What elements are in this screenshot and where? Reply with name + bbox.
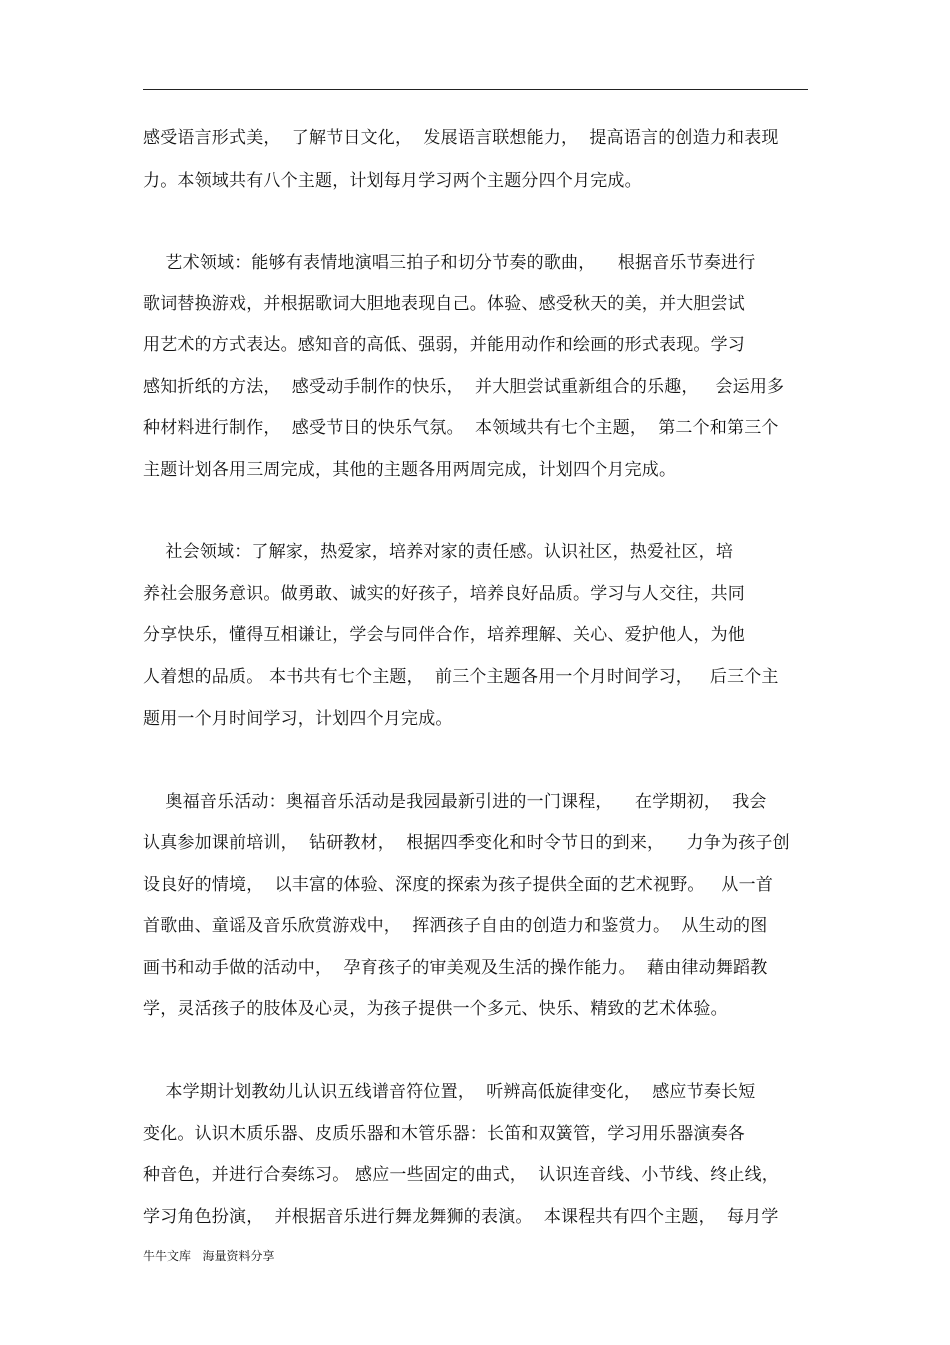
text-line: 本学期计划教幼儿认识五线谱音符位置， 听辨高低旋律变化， 感应节奏长短 bbox=[143, 1082, 756, 1102]
text-line: 认真参加课前培训， 钻研教材， 根据四季变化和时令节日的到来， 力争为孩子创 bbox=[143, 833, 790, 853]
text-line: 种材料进行制作， 感受节日的快乐气氛。 本领域共有七个主题， 第二个和第三个 bbox=[143, 418, 779, 438]
text-line: 分享快乐，懂得互相谦让，学会与同伴合作，培养理解、关心、爱护他人，为他 bbox=[143, 625, 745, 645]
text-line: 画书和动手做的活动中， 孕育孩子的审美观及生活的操作能力。 藉由律动舞蹈教 bbox=[143, 958, 768, 978]
text-line: 人着想的品质。 本书共有七个主题， 前三个主题各用一个月时间学习， 后三个主 bbox=[143, 667, 779, 687]
text-line: 主题计划各用三周完成，其他的主题各用两周完成，计划四个月完成。 bbox=[143, 460, 677, 480]
text-line: 养社会服务意识。做勇敢、诚实的好孩子，培养良好品质。学习与人交往，共同 bbox=[143, 584, 745, 604]
text-line: 用艺术的方式表达。感知音的高低、强弱，并能用动作和绘画的形式表现。学习 bbox=[143, 335, 745, 355]
text-line: 力。本领域共有八个主题，计划每月学习两个主题分四个月完成。 bbox=[143, 171, 642, 191]
text-line: 首歌曲、童谣及音乐欣赏游戏中， 挥洒孩子自由的创造力和鉴赏力。 从生动的图 bbox=[143, 916, 768, 936]
text-line: 题用一个月时间学习，计划四个月完成。 bbox=[143, 709, 453, 729]
text-line: 种音色，并进行合奏练习。 感应一些固定的曲式， 认识连音线、小节线、终止线， bbox=[143, 1165, 780, 1185]
text-line: 学，灵活孩子的肢体及心灵，为孩子提供一个多元、快乐、精致的艺术体验。 bbox=[143, 999, 728, 1019]
text-line: 感知折纸的方法， 感受动手制作的快乐， 并大胆尝试重新组合的乐趣， 会运用多 bbox=[143, 377, 785, 397]
text-line: 学习角色扮演， 并根据音乐进行舞龙舞狮的表演。 本课程共有四个主题， 每月学 bbox=[143, 1207, 779, 1227]
footer-text: 牛牛文库 海量资料分享 bbox=[143, 1249, 275, 1263]
text-line: 设良好的情境， 以丰富的体验、深度的探索为孩子提供全面的艺术视野。 从一首 bbox=[143, 875, 774, 895]
text-line: 歌词替换游戏，并根据歌词大胆地表现自己。体验、感受秋天的美，并大胆尝试 bbox=[143, 294, 745, 314]
header-rule bbox=[143, 89, 808, 90]
text-line: 艺术领域：能够有表情地演唱三拍子和切分节奏的歌曲， 根据音乐节奏进行 bbox=[143, 253, 756, 273]
text-line: 社会领域：了解家，热爱家，培养对家的责任感。认识社区，热爱社区，培 bbox=[143, 542, 734, 562]
text-line: 变化。认识木质乐器、皮质乐器和木管乐器：长笛和双簧管，学习用乐器演奏各 bbox=[143, 1124, 745, 1144]
text-line: 奥福音乐活动：奥福音乐活动是我园最新引进的一门课程， 在学期初， 我会 bbox=[143, 792, 767, 812]
text-line: 感受语言形式美， 了解节日文化， 发展语言联想能力， 提高语言的创造力和表现 bbox=[143, 128, 779, 148]
